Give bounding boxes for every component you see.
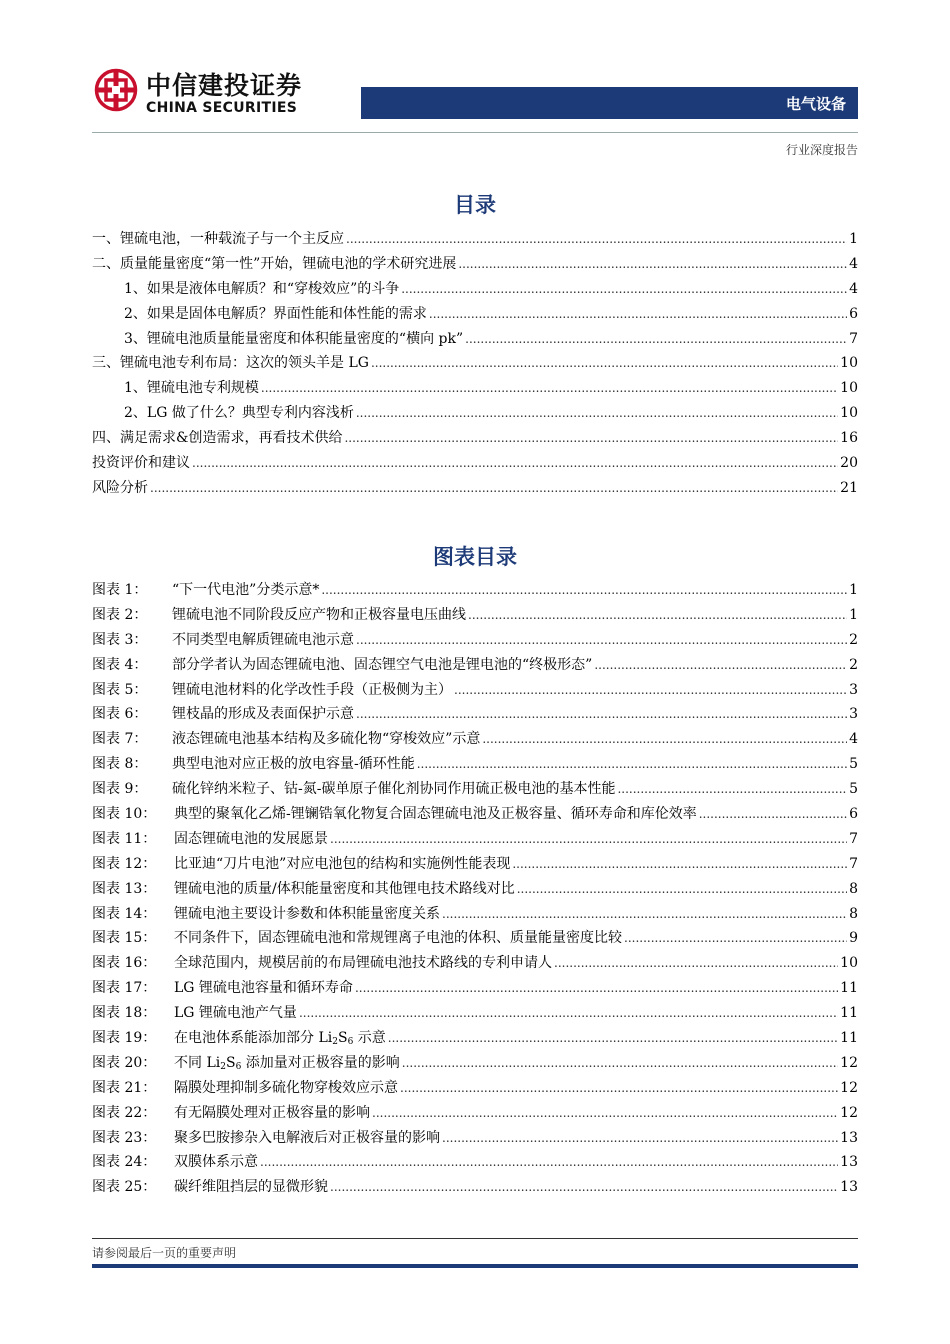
dot-leader — [388, 1031, 838, 1045]
figure-label: 图表 16： — [92, 955, 157, 972]
figure-entry-title — [92, 579, 319, 599]
figure-label: 图表 8： — [92, 756, 148, 773]
figure-entry-page: 6 — [849, 806, 858, 823]
dot-leader — [554, 956, 838, 970]
dot-leader — [417, 757, 847, 771]
toc-entry[interactable] — [92, 278, 858, 303]
brand-name-en: CHINA SECURITIES — [146, 100, 298, 116]
dot-leader — [442, 1131, 838, 1145]
dot-leader — [371, 356, 838, 370]
figure-list — [92, 579, 858, 1201]
figure-caption-subscript: 6 — [235, 1061, 242, 1072]
toc-entry[interactable] — [92, 228, 858, 253]
figure-label: 图表 17： — [92, 980, 157, 997]
toc-entry-page: 10 — [840, 405, 858, 422]
figure-entry-title — [92, 679, 452, 699]
figure-entry[interactable] — [92, 952, 858, 977]
figure-entry[interactable] — [92, 703, 858, 728]
dot-leader — [321, 583, 847, 597]
figure-entry-title — [92, 629, 354, 649]
sector-label: 电气设备 — [785, 94, 846, 113]
figure-entry[interactable] — [92, 778, 858, 803]
figure-caption: S — [337, 1030, 348, 1047]
figure-entry-page: 12 — [840, 1054, 858, 1071]
toc-list — [92, 228, 858, 502]
figure-entry[interactable] — [92, 1002, 858, 1027]
figure-caption: 有无隔膜处理对正极容量的影响 — [174, 1104, 370, 1121]
toc-entry-title: 3、锂硫电池质量能量密度和体积能量密度的“横向 pk” — [124, 330, 464, 347]
dot-leader — [482, 732, 847, 746]
toc-entry-page: 21 — [840, 479, 858, 496]
dot-leader — [458, 257, 847, 271]
figure-entry-page: 11 — [840, 1005, 858, 1022]
figure-caption: 示意 — [353, 1030, 386, 1047]
figure-label: 图表 13： — [92, 880, 157, 897]
dot-leader — [372, 1106, 838, 1120]
figure-entry-title — [92, 1151, 258, 1171]
toc-entry-title: 风险分析 — [92, 479, 148, 496]
toc-entry-title: 一、锂硫电池，一种载流子与一个主反应 — [92, 231, 344, 247]
figure-entry-page: 9 — [849, 930, 858, 947]
figure-entry-title — [92, 1002, 297, 1022]
figure-entry-page: 11 — [840, 980, 858, 997]
dot-leader — [344, 431, 838, 445]
figure-caption: 典型的聚氧化乙烯-锂镧锆氧化物复合固态锂硫电池及正极容量、循环寿命和库伦效率 — [174, 806, 697, 823]
figure-entry-title — [92, 1027, 386, 1047]
toc-entry[interactable] — [92, 477, 858, 502]
figure-caption: 锂硫电池的质量/体积能量密度和其他锂电技术路线对比 — [174, 880, 515, 897]
figure-label: 图表 3： — [92, 631, 148, 648]
toc-entry-title: 四、满足需求&创造需求，再看技术供给 — [92, 430, 343, 447]
toc-entry-title: 1、如果是液体电解质？和“穿梭效应”的斗争 — [124, 280, 400, 297]
figure-caption: 不同类型电解质锂硫电池示意 — [172, 631, 354, 648]
figure-entry-title — [92, 1102, 370, 1122]
figure-caption: LG 锂硫电池容量和循环寿命 — [174, 980, 353, 997]
figure-entry[interactable] — [92, 728, 858, 753]
figure-label: 图表 22： — [92, 1104, 157, 1121]
toc-title: 目录 — [454, 193, 496, 217]
figure-entry[interactable] — [92, 1151, 858, 1176]
figure-entry[interactable] — [92, 679, 858, 704]
figure-entry-page: 3 — [849, 706, 858, 723]
figure-label: 图表 11： — [92, 830, 157, 847]
dot-leader — [330, 1180, 838, 1194]
dot-leader — [402, 1056, 838, 1070]
figure-entry-page: 1 — [849, 582, 858, 598]
figure-entry-title — [92, 703, 354, 723]
footer-disclaimer: 请参阅最后一页的重要声明 — [92, 1246, 237, 1260]
figure-entry-page: 7 — [849, 830, 858, 847]
figure-entry-page: 13 — [840, 1129, 858, 1146]
figure-entry[interactable] — [92, 927, 858, 952]
figure-caption: 添加量对正极容量的影响 — [241, 1054, 400, 1071]
sector-banner — [361, 87, 858, 119]
toc-entry-page: 1 — [849, 231, 858, 247]
figure-caption: 锂枝晶的形成及表面保护示意 — [172, 706, 354, 723]
figure-entry[interactable] — [92, 1176, 858, 1201]
figure-caption: 不同条件下，固态锂硫电池和常规锂离子电池的体积、质量能量密度比较 — [174, 930, 622, 947]
figure-label: 图表 10： — [92, 806, 157, 823]
figure-caption: 隔膜处理抑制多硫化物穿梭效应示意 — [174, 1079, 398, 1096]
figure-entry-title — [92, 828, 328, 848]
figure-entry-page: 11 — [840, 1030, 858, 1047]
figure-entry-title — [92, 654, 592, 674]
figure-label: 图表 6： — [92, 706, 148, 723]
figure-caption: 锂硫电池不同阶段反应产物和正极容量电压曲线 — [172, 606, 466, 623]
dot-leader — [356, 406, 838, 420]
figure-label: 图表 20： — [92, 1054, 157, 1071]
figure-caption: 双膜体系示意 — [174, 1154, 258, 1171]
toc-entry-title: 1、锂硫电池专利规模 — [124, 380, 259, 397]
header-divider — [92, 132, 858, 133]
toc-entry-title: 2、如果是固体电解质？界面性能和体性能的需求 — [124, 305, 427, 322]
figure-label: 图表 14： — [92, 905, 157, 922]
citic-logo-icon — [94, 68, 138, 112]
dot-leader — [617, 782, 847, 796]
toc-entry-title: 投资评价和建议 — [92, 455, 190, 472]
figure-caption: 典型电池对应正极的放电容量-循环性能 — [172, 756, 415, 773]
figure-entry-title — [92, 878, 515, 898]
figure-label: 图表 23： — [92, 1129, 157, 1146]
figure-entry-page: 2 — [849, 631, 858, 648]
figure-caption: 聚多巴胺掺杂入电解液后对正极容量的影响 — [174, 1129, 440, 1146]
figure-caption-subscript: 6 — [347, 1037, 354, 1048]
brand-name-cn: 中信建投证券 — [146, 71, 303, 100]
figure-list-title: 图表目录 — [433, 545, 517, 569]
footer-bar — [92, 1264, 858, 1268]
figure-entry-title — [92, 853, 510, 873]
toc-entry-page: 7 — [849, 330, 858, 347]
figure-entry-page: 12 — [840, 1104, 858, 1121]
dot-leader — [429, 307, 847, 321]
figure-entry[interactable] — [92, 753, 858, 778]
toc-entry-title: 2、LG 做了什么？典型专利内容浅析 — [124, 405, 354, 422]
figure-caption: 在电池体系能添加部分 Li — [174, 1030, 333, 1047]
figure-entry[interactable] — [92, 1102, 858, 1127]
dot-leader — [624, 931, 847, 945]
figure-entry[interactable] — [92, 1127, 858, 1152]
dot-leader — [454, 683, 847, 697]
dot-leader — [299, 1006, 838, 1020]
figure-entry-title — [92, 803, 697, 823]
figure-caption: 锂硫电池材料的化学改性手段（正极侧为主） — [172, 681, 452, 698]
figure-entry-title — [92, 753, 415, 773]
dot-leader — [150, 481, 838, 495]
figure-entry-page: 12 — [840, 1079, 858, 1096]
figure-entry-page: 8 — [849, 880, 858, 897]
figure-entry[interactable] — [92, 654, 858, 679]
footer-divider — [92, 1238, 858, 1239]
figure-label: 图表 24： — [92, 1154, 157, 1171]
figure-label: 图表 9： — [92, 781, 148, 798]
figure-entry-page: 3 — [849, 681, 858, 698]
figure-label: 图表 5： — [92, 681, 148, 698]
figure-entry[interactable] — [92, 828, 858, 853]
dot-leader — [517, 882, 847, 896]
figure-label: 图表 21： — [92, 1079, 157, 1096]
dot-leader — [346, 232, 847, 246]
toc-entry-page: 16 — [840, 430, 858, 447]
figure-entry-title — [92, 903, 440, 923]
figure-label: 图表 25： — [92, 1179, 157, 1196]
toc-entry-title: 三、锂硫电池专利布局：这次的领头羊是 LG — [92, 355, 369, 372]
dot-leader — [468, 608, 847, 622]
figure-entry[interactable] — [92, 1077, 858, 1102]
figure-label: 图表 18： — [92, 1005, 157, 1022]
dot-leader — [330, 832, 847, 846]
figure-entry-title — [92, 1077, 398, 1097]
figure-entry-page: 1 — [849, 606, 858, 623]
figure-entry[interactable] — [92, 903, 858, 928]
toc-entry-page: 10 — [840, 380, 858, 397]
figure-entry-page: 13 — [840, 1154, 858, 1171]
figure-label: 图表 12： — [92, 855, 157, 872]
dot-leader — [260, 1155, 838, 1169]
figure-caption-subscript: 2 — [332, 1037, 338, 1048]
figure-entry-page: 8 — [849, 905, 858, 922]
dot-leader — [465, 332, 847, 346]
figure-caption: 不同 Li — [174, 1054, 221, 1071]
toc-entry[interactable] — [92, 253, 858, 278]
toc-entry[interactable] — [92, 427, 858, 452]
figure-entry-page: 5 — [849, 781, 858, 798]
figure-entry[interactable] — [92, 1052, 858, 1077]
figure-caption: 比亚迪“刀片电池”对应电池包的结构和实施例性能表现 — [174, 855, 511, 872]
figure-label: 图表 15： — [92, 930, 157, 947]
figure-caption: 硫化锌纳米粒子、钴-氮-碳单原子催化剂协同作用硫正极电池的基本性能 — [172, 781, 616, 798]
toc-entry[interactable] — [92, 303, 858, 328]
figure-entry-page: 7 — [849, 855, 858, 872]
figure-entry[interactable] — [92, 579, 858, 604]
figure-label: 图表 19： — [92, 1030, 157, 1047]
dot-leader — [355, 981, 838, 995]
figure-entry[interactable] — [92, 977, 858, 1002]
figure-entry-page: 10 — [840, 955, 858, 972]
dot-leader — [442, 907, 847, 921]
figure-caption-subscript: 2 — [220, 1061, 226, 1072]
figure-entry-title — [92, 604, 466, 624]
figure-entry-page: 2 — [849, 656, 858, 673]
figure-label: 图表 7： — [92, 731, 148, 748]
figure-entry[interactable] — [92, 853, 858, 878]
toc-entry[interactable] — [92, 377, 858, 402]
toc-entry-title: 二、质量能量密度“第一性”开始，锂硫电池的学术研究进展 — [92, 255, 457, 272]
dot-leader — [401, 282, 847, 296]
toc-entry-page: 4 — [849, 280, 858, 297]
figure-entry-page: 13 — [840, 1179, 858, 1196]
figure-caption: “下一代电池”分类示意* — [172, 582, 320, 598]
figure-entry-page: 4 — [849, 731, 858, 748]
figure-entry[interactable] — [92, 629, 858, 654]
dot-leader — [512, 857, 847, 871]
figure-label: 图表 2： — [92, 606, 148, 623]
figure-entry[interactable] — [92, 803, 858, 828]
dot-leader — [594, 658, 847, 672]
toc-entry-page: 20 — [840, 455, 858, 472]
toc-entry[interactable] — [92, 328, 858, 353]
toc-entry[interactable] — [92, 352, 858, 377]
figure-label: 图表 4： — [92, 656, 148, 673]
figure-entry-title — [92, 1052, 400, 1072]
report-type: 行业深度报告 — [785, 143, 858, 157]
dot-leader — [400, 1081, 838, 1095]
dot-leader — [261, 381, 838, 395]
figure-caption: S — [225, 1054, 236, 1071]
toc-entry[interactable] — [92, 452, 858, 477]
figure-entry[interactable] — [92, 1027, 858, 1052]
figure-entry-page: 5 — [849, 756, 858, 773]
figure-entry-title — [92, 1127, 440, 1147]
figure-caption: 锂硫电池主要设计参数和体积能量密度关系 — [174, 905, 440, 922]
dot-leader — [699, 807, 847, 821]
toc-entry-page: 10 — [840, 355, 858, 372]
figure-entry-title — [92, 927, 622, 947]
figure-entry[interactable] — [92, 878, 858, 903]
figure-caption: 部分学者认为固态锂硫电池、固态锂空气电池是锂电池的“终极形态” — [172, 656, 593, 673]
figure-label: 图表 1： — [92, 582, 148, 598]
figure-entry[interactable] — [92, 604, 858, 629]
figure-caption: 液态锂硫电池基本结构及多硫化物“穿梭效应”示意 — [172, 731, 481, 748]
figure-caption: 全球范围内，规模居前的布局锂硫电池技术路线的专利申请人 — [174, 955, 552, 972]
figure-entry-title — [92, 778, 615, 798]
figure-entry-title — [92, 952, 552, 972]
dot-leader — [356, 633, 847, 647]
figure-caption: LG 锂硫电池产气量 — [174, 1005, 297, 1022]
dot-leader — [192, 456, 838, 470]
toc-entry[interactable] — [92, 402, 858, 427]
figure-entry-title — [92, 728, 480, 748]
figure-entry-title — [92, 1176, 328, 1196]
figure-caption: 固态锂硫电池的发展愿景 — [174, 830, 328, 847]
figure-entry-title — [92, 977, 353, 997]
toc-entry-page: 6 — [849, 305, 858, 322]
figure-caption: 碳纤维阻挡层的显微形貌 — [174, 1179, 328, 1196]
dot-leader — [356, 707, 847, 721]
toc-entry-page: 4 — [849, 255, 858, 272]
